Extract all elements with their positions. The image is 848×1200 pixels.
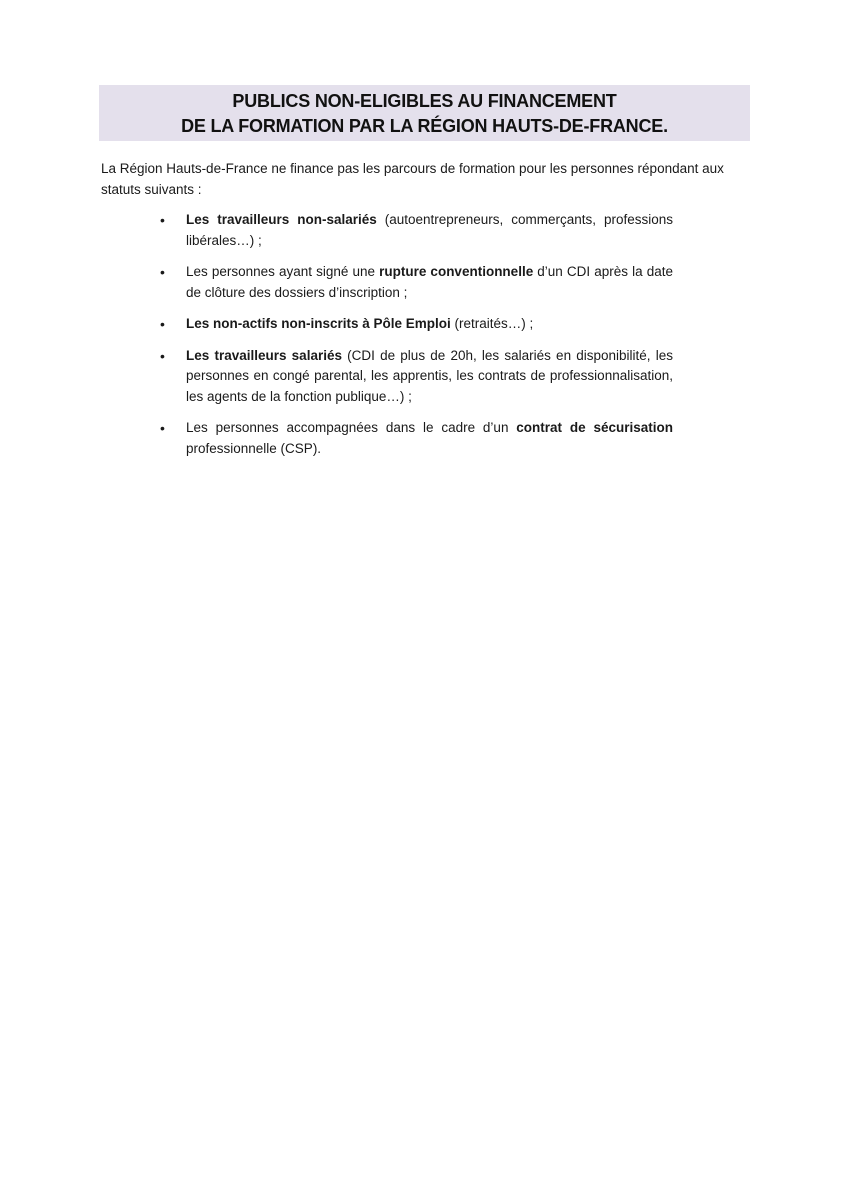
list-item [160, 262, 673, 303]
item-text-bold: rupture conventionnelle [379, 264, 534, 279]
title-banner [99, 85, 750, 141]
item-text-bold: Les travailleurs salariés [186, 347, 342, 363]
item-text-before: Les personnes ayant signé une [186, 264, 380, 279]
item-text-after: (retraités…) ; [450, 316, 534, 331]
title-line-2: DE LA FORMATION PAR LA RÉGION HAUTS-DE-FRANCE. [181, 116, 668, 136]
title-line-1: PUBLICS NON-ELIGIBLES AU FINANCEMENT [232, 91, 617, 111]
list-item [160, 314, 673, 335]
list-item [160, 418, 673, 459]
item-text-bold: Les travailleurs non-salariés [186, 212, 377, 227]
item-text-after: professionnelle (CSP). [186, 440, 322, 456]
item-text-before: Les personnes accompagnées dans le cadre d’un [186, 420, 517, 435]
intro-paragraph: La Région Hauts-de-France ne finance pas les parcours de formation pour les personnes répondant aux statuts suivants : [101, 161, 724, 197]
ineligible-status-list [160, 210, 673, 470]
list-item [160, 210, 673, 251]
bullet-icon: • [160, 264, 165, 280]
item-text-after: (CDI de plus de 20h, les salariés en disponibilité, les personnes en congé parental, les apprentis, les contrats de professionnalisation, les agents de la fonction publique…) ; [186, 347, 674, 404]
item-text-after: (autoentrepreneurs, commerçants, professions libérales…) ; [186, 212, 673, 248]
item-text-bold: contrat de sécurisation [516, 420, 674, 435]
bullet-icon: • [160, 347, 165, 364]
bullet-icon: • [160, 316, 165, 332]
bullet-icon: • [160, 420, 165, 436]
list-item [160, 346, 673, 408]
item-text-after: d’un CDI après la date de clôture des dossiers d’inscription ; [186, 264, 673, 300]
item-text-bold: Les non-actifs non-inscrits à Pôle Emploi [186, 316, 451, 331]
bullet-icon: • [160, 212, 165, 228]
